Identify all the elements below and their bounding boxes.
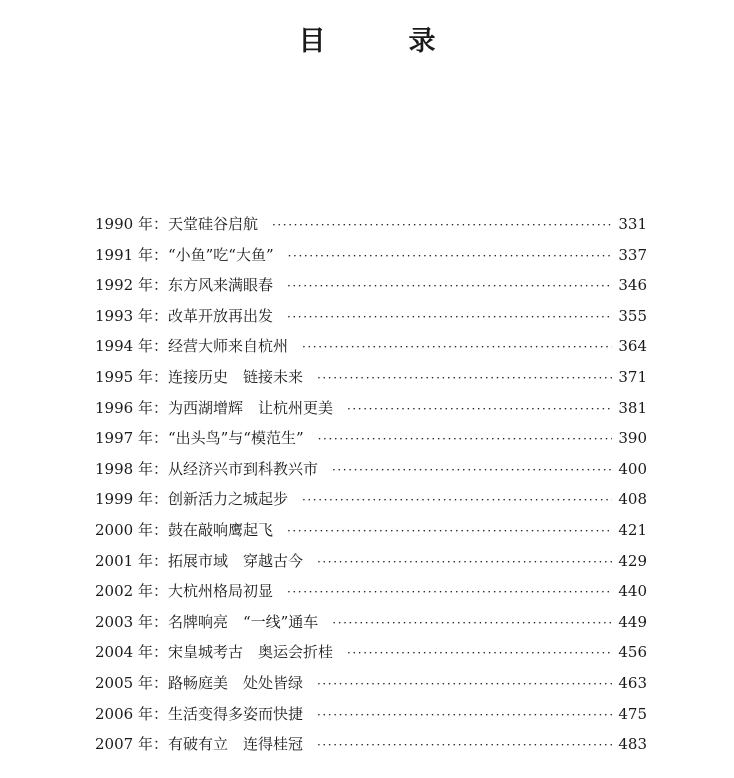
toc-title: 改革开放再出发: [167, 306, 273, 325]
toc-entry[interactable]: [95, 484, 647, 515]
toc-page-number: 449: [618, 612, 647, 631]
dot-leader: [347, 638, 612, 669]
dot-leader: [287, 516, 612, 547]
toc-page-number: 371: [618, 367, 647, 386]
toc-page-number: 346: [618, 276, 647, 295]
dot-leader: [272, 210, 612, 241]
toc-year: 1998 年：: [95, 459, 168, 478]
toc-page-number: 355: [618, 306, 647, 325]
dot-leader: [302, 485, 612, 516]
page-title: 目 录: [298, 26, 464, 57]
toc-page-number: 408: [618, 490, 647, 509]
toc-year: 2002 年：: [95, 582, 168, 601]
dot-leader: [317, 730, 612, 761]
toc-year: 2006 年：: [95, 704, 168, 723]
dot-leader: [287, 577, 612, 608]
toc-page-number: 331: [618, 215, 647, 233]
toc-page-number: 381: [618, 398, 647, 417]
toc-page-number: 337: [618, 245, 647, 264]
toc-year: 2003 年：: [95, 612, 168, 631]
dot-leader: [332, 455, 612, 486]
toc-title: 名牌响亮 “一线”通车: [167, 612, 319, 631]
dot-leader: [287, 302, 612, 333]
toc-entry[interactable]: [95, 454, 647, 485]
toc-entry[interactable]: [95, 546, 647, 577]
toc-title: 宋皇城考古 奥运会折桂: [167, 643, 333, 662]
dot-leader: [317, 547, 612, 578]
toc-title: “出头鸟”与“模范生”: [167, 429, 304, 448]
toc-title: 经营大师来自杭州: [167, 337, 288, 356]
toc-entry[interactable]: [95, 607, 647, 638]
toc-page-number: 456: [618, 643, 647, 662]
dot-leader: [288, 241, 613, 272]
dot-leader: [317, 669, 612, 700]
toc-title: 拓展市域 穿越古今: [167, 551, 303, 570]
toc-page-number: 475: [618, 704, 647, 723]
toc-entry[interactable]: [95, 331, 647, 362]
toc-entry[interactable]: [95, 515, 647, 546]
toc-entry[interactable]: [95, 362, 647, 393]
table-of-contents: [95, 209, 647, 760]
toc-year: 2004 年：: [95, 643, 168, 662]
toc-title: 生活变得多姿而快捷: [167, 704, 303, 723]
toc-year: 2000 年：: [95, 520, 168, 539]
toc-title: 东方风来满眼春: [167, 276, 273, 295]
dot-leader: [317, 363, 612, 394]
toc-title: 连接历史 链接未来: [167, 367, 303, 386]
toc-entry[interactable]: [95, 729, 647, 760]
toc-title: 大杭州格局初显: [167, 582, 273, 601]
dot-leader: [332, 608, 612, 639]
toc-entry[interactable]: [95, 209, 647, 240]
toc-year: 1992 年：: [95, 276, 168, 295]
toc-page-number: 400: [618, 459, 647, 478]
toc-page-number: 421: [618, 520, 647, 539]
toc-title: 从经济兴市到科教兴市: [167, 459, 318, 478]
toc-page-number: 429: [618, 551, 647, 570]
toc-entry[interactable]: [95, 240, 647, 271]
toc-entry[interactable]: [95, 668, 647, 699]
toc-page-number: 483: [618, 735, 647, 754]
toc-year: 1990 年：: [95, 215, 168, 233]
dot-leader: [317, 700, 612, 731]
toc-year: 2001 年：: [95, 551, 168, 570]
toc-title: 鼓在敲响鹰起飞: [167, 520, 273, 539]
toc-year: 2007 年：: [95, 735, 168, 754]
toc-entry[interactable]: [95, 576, 647, 607]
toc-page-number: 364: [618, 337, 647, 356]
toc-year: 1997 年：: [95, 429, 168, 448]
toc-entry[interactable]: [95, 637, 647, 668]
toc-title: 路畅庭美 处处皆绿: [167, 673, 303, 692]
toc-page-number: 390: [618, 429, 647, 448]
dot-leader: [318, 424, 613, 455]
toc-entry[interactable]: [95, 423, 647, 454]
toc-title: 有破有立 连得桂冠: [167, 735, 303, 754]
toc-year: 1991 年：: [95, 245, 168, 264]
toc-year: 1994 年：: [95, 337, 168, 356]
toc-entry[interactable]: [95, 699, 647, 730]
dot-leader: [302, 332, 612, 363]
toc-entry[interactable]: [95, 393, 647, 424]
toc-entry[interactable]: [95, 270, 647, 301]
dot-leader: [287, 271, 612, 302]
dot-leader: [347, 394, 612, 425]
toc-year: 1995 年：: [95, 367, 168, 386]
toc-year: 1996 年：: [95, 398, 168, 417]
toc-title: 为西湖增辉 让杭州更美: [167, 398, 333, 417]
toc-page-number: 440: [618, 582, 647, 601]
toc-year: 1999 年：: [95, 490, 168, 509]
toc-year: 2005 年：: [95, 673, 168, 692]
toc-title: 创新活力之城起步: [167, 490, 288, 509]
toc-title: “小鱼”吃“大鱼”: [167, 245, 274, 264]
toc-entry[interactable]: [95, 301, 647, 332]
toc-page-number: 463: [618, 673, 647, 692]
toc-title: 天堂硅谷启航: [167, 215, 258, 233]
toc-year: 1993 年：: [95, 306, 168, 325]
